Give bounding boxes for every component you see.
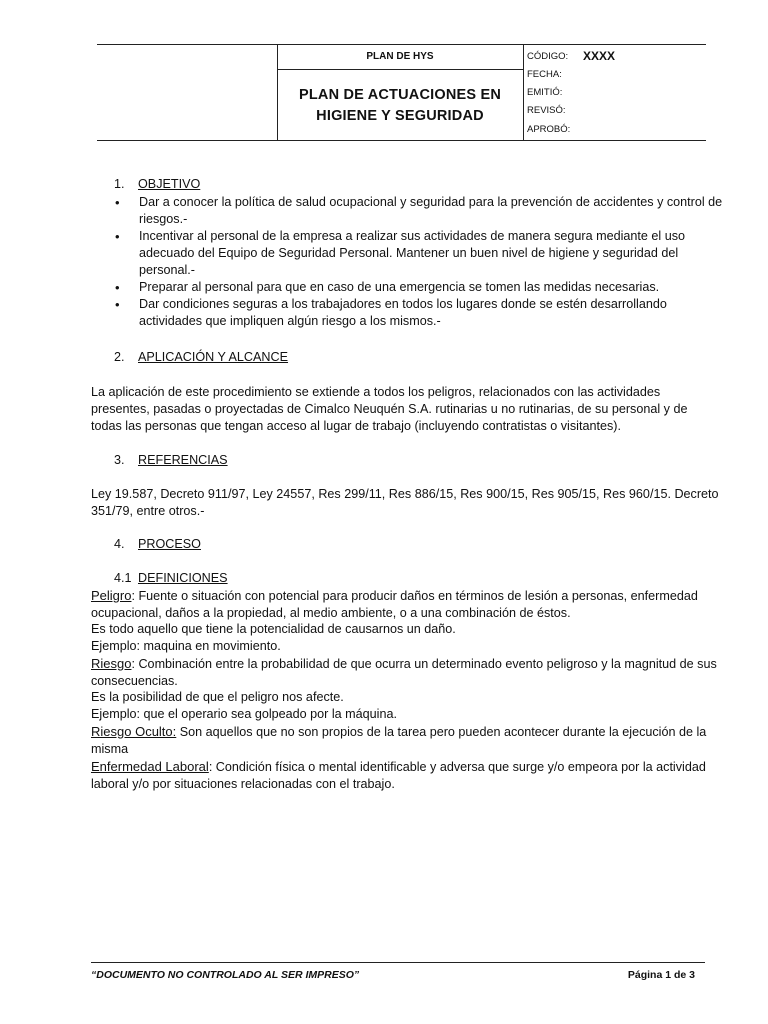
definicion-riesgo-oculto: [91, 723, 721, 758]
list-item: • Incentivar al personal de la empresa a realizar sus actividades de manera segura mediante el uso adecuado del Equipo de Seguridad Personal. Mantener un buen nivel de higiene y seguridad del personal.-: [113, 228, 723, 279]
section-number: 2.: [114, 350, 125, 364]
document-title-line2: HIGIENE Y SEGURIDAD: [316, 108, 484, 124]
section-title: OBJETIVO: [138, 177, 201, 191]
section-title: DEFINICIONES: [138, 571, 228, 585]
section-title: APLICACIÓN Y ALCANCE: [138, 350, 289, 364]
riesgo-extra-2: Ejemplo: que el operario sea golpeado por la máquina.: [91, 707, 397, 721]
list-item: • Dar condiciones seguras a los trabajadores en todos los lugares donde se estén desarrollando actividades que impliquen algún riesgo a los mismos.-: [113, 296, 723, 330]
peligro-extra-1: Es todo aquello que tiene la potencialidad de causarnos un daño.: [91, 622, 456, 636]
codigo-label: CÓDIGO:: [527, 51, 569, 62]
header-title-cell: [277, 45, 524, 140]
page-footer: [91, 962, 705, 987]
reviso-label: REVISÓ:: [527, 105, 566, 116]
term-enfermedad-laboral: Enfermedad Laboral: [91, 759, 209, 774]
def-riesgo-oculto: Son aquellos que no son propios de la tarea pero pueden acontecer durante la ejecución de la misma: [91, 725, 707, 756]
emitio-label: EMITIÓ:: [527, 87, 563, 98]
section-objetivo-heading: [114, 177, 200, 191]
document-header-table: [97, 44, 706, 141]
section-number: 1.: [114, 177, 125, 191]
aprobo-label: APROBÓ:: [527, 124, 571, 135]
term-riesgo: Riesgo: [91, 656, 132, 671]
section-number: 4.: [114, 537, 125, 551]
definicion-enfermedad-laboral: [91, 758, 721, 793]
section-definiciones-heading: [114, 571, 228, 585]
list-item: • Preparar al personal para que en caso de una emergencia se tomen las medidas necesarias.: [113, 279, 723, 296]
section-number: 3.: [114, 453, 125, 467]
logo-cell: [97, 45, 278, 140]
peligro-extra-2: Ejemplo: maquina en movimiento.: [91, 639, 281, 653]
definicion-peligro: [91, 587, 721, 622]
document-title: [277, 70, 523, 127]
section-number: 4.1: [114, 571, 132, 585]
def-riesgo: : Combinación entre la probabilidad de que ocurra un determinado evento peligroso y la magnitud de sus consecuencias.: [91, 657, 717, 688]
section-aplicacion-heading: [114, 350, 288, 364]
section-proceso-heading: [114, 537, 201, 551]
document-title-line1: PLAN DE ACTUACIONES EN: [298, 87, 502, 103]
term-peligro: Peligro: [91, 588, 132, 603]
term-riesgo-oculto: Riesgo Oculto:: [91, 724, 177, 739]
riesgo-extra-1: Es la posibilidad de que el peligro nos afecte.: [91, 690, 344, 704]
codigo-value: XXXX: [583, 49, 616, 63]
page-number: Página 1 de 3: [627, 969, 695, 981]
objetivo-list: [113, 194, 723, 330]
def-enfermedad-laboral: : Condición física o mental identificable y adversa que surge y/o empeora por la actividad laboral y/o por situaciones relacionadas con el trabajo.: [91, 760, 706, 791]
section-title: PROCESO: [138, 537, 201, 551]
definicion-riesgo: [91, 655, 721, 690]
fecha-label: FECHA:: [527, 69, 562, 80]
aplicacion-paragraph: La aplicación de este procedimiento se extiende a todos los peligros, relacionados con las actividades presentes, pasadas o proyectadas de Cimalco Neuquén S.A. rutinarias u no rutinarias, de su personal y de todas las personas que tengan acceso al lugar de trabajo (incluyendo contratistas o visitantes).: [91, 385, 688, 433]
header-meta-cell: [527, 45, 706, 140]
referencias-paragraph: Ley 19.587, Decreto 911/97, Ley 24557, Res 299/11, Res 886/15, Res 900/15, Res 905/15, Res 960/15. Decreto 351/79, entre otros.-: [91, 487, 719, 518]
footer-disclaimer: “DOCUMENTO NO CONTROLADO AL SER IMPRESO”: [91, 969, 360, 981]
def-peligro: : Fuente o situación con potencial para producir daños en términos de lesión a personas, enfermedad ocupacional, daños a la propiedad, al medio ambiente, o a una combinación de éstos.: [91, 589, 698, 620]
plan-label: PLAN DE HYS: [277, 45, 523, 70]
section-title: REFERENCIAS: [138, 453, 228, 467]
section-referencias-heading: [114, 453, 228, 467]
list-item: • Dar a conocer la política de salud ocupacional y seguridad para la prevención de accidentes y control de riesgos.-: [113, 194, 723, 228]
